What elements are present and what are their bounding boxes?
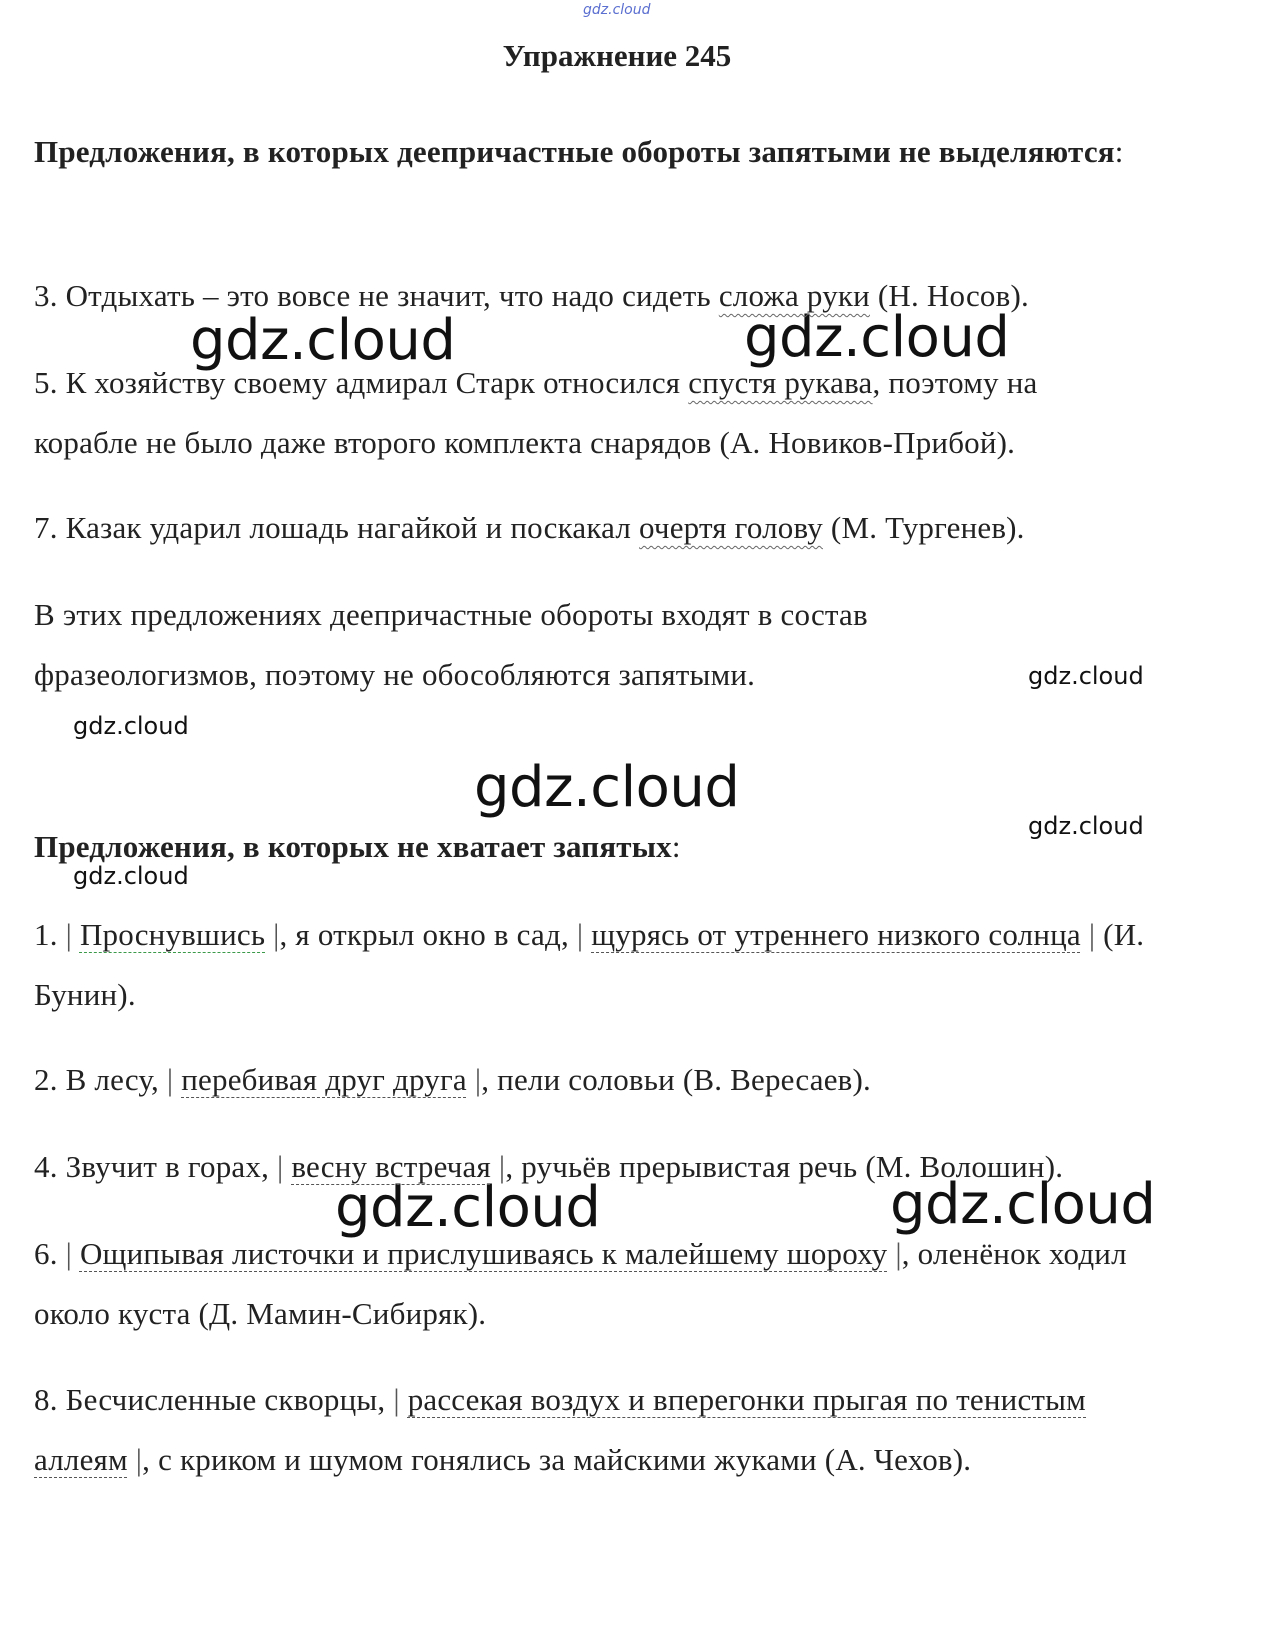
sentence-text: (М. Тургенев). bbox=[822, 510, 1025, 545]
watermark: gdz.cloud bbox=[1028, 812, 1144, 840]
participial-phrase: Ощипывая листочки и прислушиваясь к малейшему шороху bbox=[79, 1236, 888, 1271]
sentence-text: , ручьёв прерывистая речь (М. Волошин). bbox=[505, 1149, 1064, 1184]
boundary-bar: | bbox=[498, 1149, 506, 1184]
boundary-bar: | bbox=[273, 917, 280, 952]
sentence-text: , я открыл окно в сад, bbox=[279, 917, 577, 952]
boundary-bar: | bbox=[65, 917, 73, 952]
boundary-bar: | bbox=[474, 1062, 482, 1097]
section2-heading-colon: : bbox=[671, 829, 681, 864]
sentence-3 bbox=[34, 266, 1234, 326]
sentence-8 bbox=[34, 1370, 1114, 1490]
page-title: Упражнение 245 bbox=[502, 38, 732, 73]
boundary-bar: | bbox=[65, 1236, 73, 1271]
participial-phrase: рассекая воздух и вперегонки прыгая по тенистым аллеям bbox=[34, 1382, 1086, 1477]
watermark-top: gdz.cloud bbox=[583, 2, 651, 18]
participial-phrase: перебивая друг друга bbox=[181, 1062, 467, 1097]
sentence-2 bbox=[34, 1050, 1234, 1110]
boundary-bar: | bbox=[166, 1062, 174, 1097]
sentence-5 bbox=[34, 353, 1134, 473]
sentence-text: , пели соловьи (В. Вересаев). bbox=[481, 1062, 871, 1097]
boundary-bar: | bbox=[895, 1236, 902, 1271]
participial-phrase: Проснувшись bbox=[79, 917, 266, 952]
sentence-1 bbox=[34, 905, 1194, 1025]
watermark: gdz.cloud bbox=[73, 862, 189, 890]
sentence-7 bbox=[34, 498, 1234, 558]
sentence-4 bbox=[34, 1137, 1234, 1197]
sentence-text: (И. Бунин). bbox=[34, 917, 1145, 1012]
participial-phrase: щурясь от утреннего низкого солнца bbox=[591, 917, 1081, 952]
phraseologism: очертя голову bbox=[639, 510, 823, 545]
sentence-text: 2. В лесу, bbox=[34, 1062, 167, 1097]
sentence-text: 3. Отдыхать – это вовсе не значит, что надо сидеть bbox=[34, 278, 719, 313]
watermark: gdz.cloud bbox=[335, 1175, 601, 1240]
sentence-text: 7. Казак ударил лошадь нагайкой и поскакал bbox=[34, 510, 639, 545]
watermark: gdz.cloud bbox=[474, 755, 740, 820]
sentence-text: 8. Бесчисленные скворцы, bbox=[34, 1382, 394, 1417]
boundary-bar: | bbox=[276, 1149, 284, 1184]
sentence-6 bbox=[34, 1224, 1144, 1344]
watermark: gdz.cloud bbox=[73, 712, 189, 740]
sentence-text: 6. bbox=[34, 1236, 66, 1271]
watermark: gdz.cloud bbox=[744, 305, 1010, 370]
section2-heading bbox=[34, 817, 1234, 877]
watermark: gdz.cloud bbox=[890, 1172, 1156, 1237]
sentence-text: , с криком и шумом гонялись за майскими жуками (А. Чехов). bbox=[142, 1442, 972, 1477]
boundary-bar: | bbox=[135, 1442, 143, 1477]
boundary-bar: | bbox=[1088, 917, 1096, 952]
phraseologism: спустя рукава bbox=[688, 365, 873, 400]
watermark: gdz.cloud bbox=[1028, 662, 1144, 690]
sentence-text: 4. Звучит в горах, bbox=[34, 1149, 277, 1184]
sentence-text: , оленёнок ходил около куста (Д. Мамин-Сибиряк). bbox=[34, 1236, 1127, 1331]
section1-heading-text: Предложения, в которых деепричастные обороты запятыми не выделяются bbox=[34, 134, 1115, 169]
sentence-text: 1. bbox=[34, 917, 66, 952]
sentence-text: 5. К хозяйству своему адмирал Старк относился bbox=[34, 365, 689, 400]
boundary-bar: | bbox=[393, 1382, 400, 1417]
sentence-text: (Н. Носов). bbox=[869, 278, 1029, 313]
boundary-bar: | bbox=[576, 917, 584, 952]
explanation-note: В этих предложениях деепричастные обороты входят в состав фразеологизмов, поэтому не обособляются запятыми. bbox=[34, 597, 868, 692]
participial-phrase: весну встречая bbox=[291, 1149, 491, 1184]
section1-heading bbox=[34, 122, 1234, 182]
section2-heading-text: Предложения, в которых не хватает запятых bbox=[34, 829, 672, 864]
section1-heading-colon: : bbox=[1114, 134, 1124, 169]
watermark: gdz.cloud bbox=[190, 308, 456, 373]
sentence-text: , поэтому на корабле не было даже второго комплекта снарядов (А. Новиков-Прибой). bbox=[34, 365, 1038, 460]
phraseologism: сложа руки bbox=[718, 278, 870, 313]
